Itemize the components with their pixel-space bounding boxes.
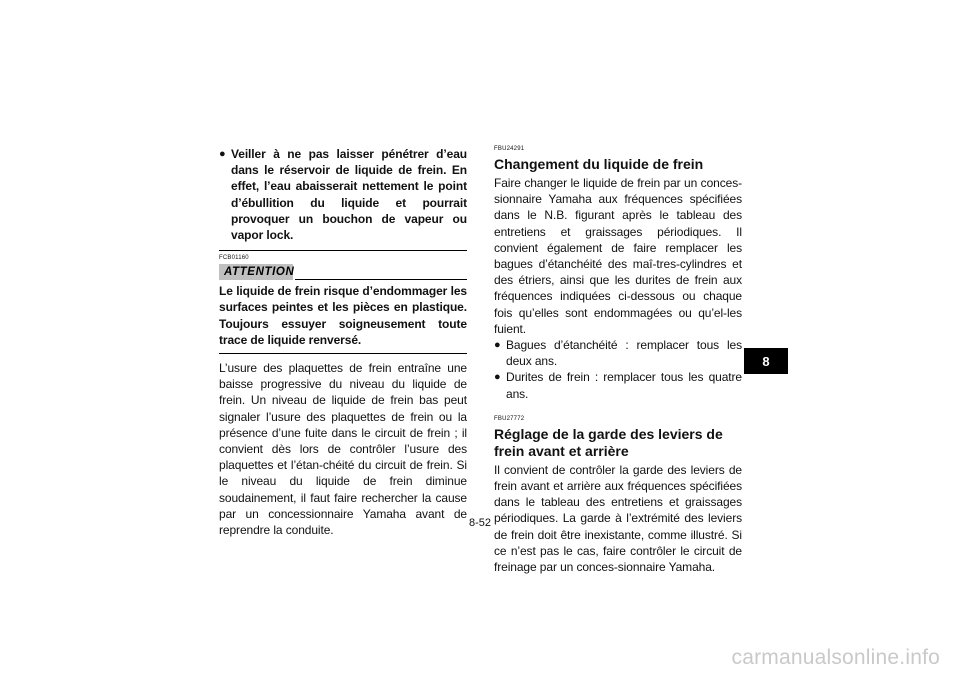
section-body: Il convient de contrôler la garde des leviers de frein avant et arrière aux fréquences spécifiées dans le tableau des entretiens et graissages périodiques. La garde à l’extrémité des leviers de frein doit être inexistante, comme illustré. Si ce n’est pas le cas, faire contrôler le circuit de freinage par un conces-sionnaire Yamaha. <box>494 462 742 575</box>
attention-header <box>219 263 467 280</box>
attention-label: ATTENTION <box>219 264 293 280</box>
attention-text: Le liquide de frein risque d’endommager les surfaces peintes et les pièces en plastique. Toujours essuyer soigneusement toute trace de liquide renversé. <box>219 284 467 347</box>
bullet-dot-icon: ● <box>219 148 226 160</box>
section-code: FBU27772 <box>494 415 525 422</box>
section-body: Faire changer le liquide de frein par un conces-sionnaire Yamaha aux fréquences spécifiées dans le N.B. figurant après le tableau des entretiens et graissages périodiques. Il convient également de faire remplacer les bagues d’étanchéité des maî-tres-cylindres et des étriers, ainsi que les durites de frein aux fréquences indiquées ci-dessous ou chaque fois qu’elles sont endommagées ou qu’el-les fuient. <box>494 176 742 336</box>
divider <box>219 250 467 251</box>
list-item-text: Durites de frein : remplacer tous les quatre ans. <box>506 370 742 401</box>
attention-code: FCB01160 <box>219 255 249 262</box>
list-item <box>494 369 742 401</box>
warning-bullet <box>219 146 467 243</box>
bullet-dot-icon: ● <box>494 339 501 352</box>
left-body-paragraph: L’usure des plaquettes de frein entraîne une baisse progressive du niveau du liquide de frein. Un niveau de liquide de frein bas peut signaler l’usure des plaquettes de frein ou la présence d’une fuite dans le circuit de frein ; il convient dès lors de contrôler l’usure des plaquettes et l’étan-chéité du circuit de frein. Si le niveau du liquide de frein diminue soudainement, il faut faire rechercher la cause par un concessionnaire Yamaha avant de reprendre la conduite. <box>219 361 467 538</box>
page-number: 8-52 <box>468 517 492 529</box>
chapter-tab: 8 <box>744 348 788 374</box>
divider <box>219 353 467 354</box>
section-title: Changement du liquide de frein <box>494 156 704 172</box>
section-title: Réglage de la garde des leviers de frein avant et arrière <box>494 425 723 459</box>
list-item-text: Bagues d’étanchéité : remplacer tous les deux ans. <box>506 338 742 369</box>
list-item <box>494 337 742 369</box>
watermark: carmanualsonline.info <box>731 646 940 669</box>
warning-text: Veiller à ne pas laisser pénétrer d’eau dans le réservoir de liquide de frein. En effet, l’eau abaisserait nettement le point d’ébullition du liquide et pourrait provoquer un bouchon de vapeur ou vapor lock. <box>231 147 467 243</box>
attention-rule <box>295 279 467 280</box>
bullet-dot-icon: ● <box>494 371 501 384</box>
left-column <box>219 146 467 538</box>
section-code: FBU24291 <box>494 146 525 152</box>
right-column <box>494 146 742 575</box>
